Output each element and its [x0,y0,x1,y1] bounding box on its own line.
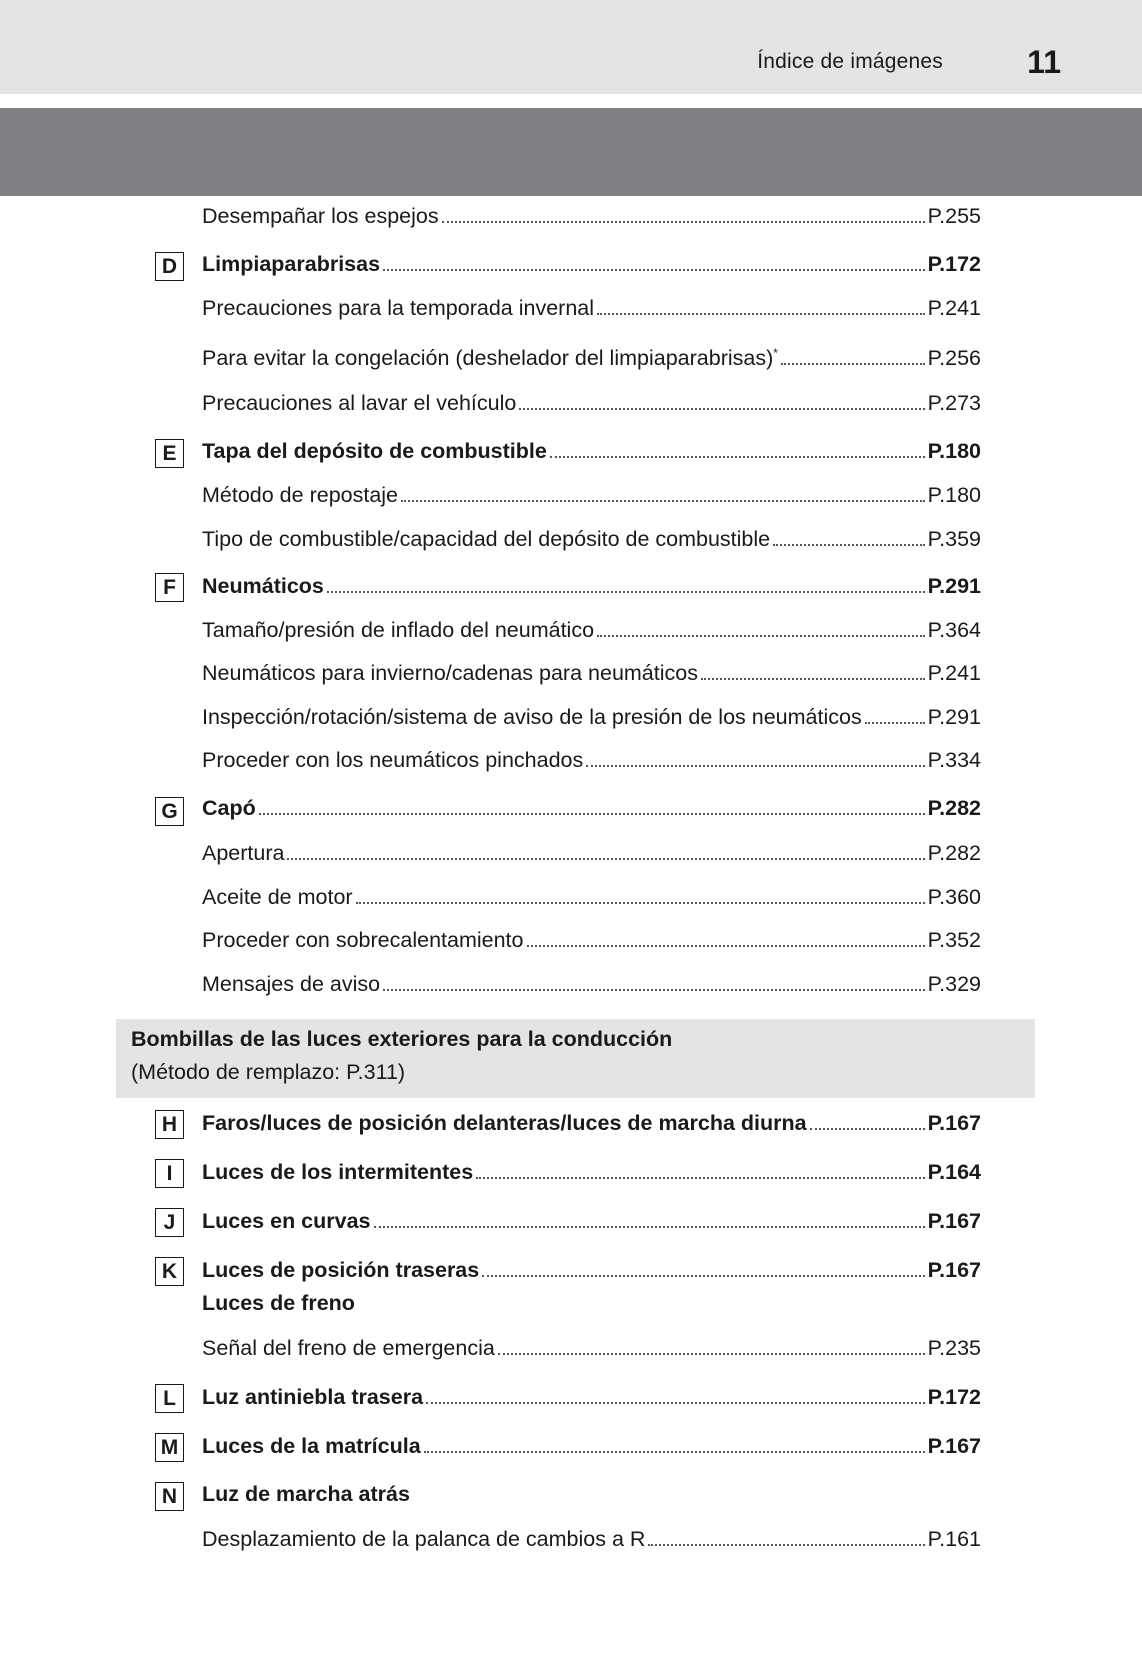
entry-text: Tamaño/presión de inflado del neumático [202,618,595,642]
index-letter-badge: J [155,1208,184,1237]
dot-leader [597,313,925,315]
index-entry[interactable] [202,295,981,321]
entry-text: Faros/luces de posición delanteras/luces de marcha diurna [202,1111,807,1135]
entry-page[interactable]: P.241 [927,296,981,320]
index-entry[interactable] [202,840,981,866]
entry-page[interactable]: P.180 [927,483,981,507]
dot-leader [482,1275,924,1277]
dot-leader [773,544,924,546]
entry-text: Desplazamiento de la palanca de cambios a R [202,1527,646,1551]
dot-leader [701,678,925,680]
index-entry[interactable] [202,795,981,821]
entry-page[interactable]: P.241 [927,661,981,685]
entry-page[interactable]: P.161 [927,1527,981,1551]
dot-leader [781,363,925,365]
entry-page[interactable]: P.167 [927,1434,981,1458]
index-letter-badge: M [155,1433,184,1462]
index-entry[interactable] [202,971,981,997]
footnote-mark: * [773,345,778,360]
entry-text: Aceite de motor [202,885,353,909]
entry-page[interactable]: P.256 [927,346,981,370]
dot-leader [810,1128,925,1130]
section-title: Índice de imágenes [757,50,943,73]
entry-page[interactable]: P.282 [927,841,981,865]
entry-text: Capó [202,796,256,820]
entry-text: Precauciones al lavar el vehículo [202,391,517,415]
entry-text: Neumáticos [202,574,324,598]
entry-page[interactable]: P.167 [927,1111,981,1135]
entry-page[interactable]: P.172 [927,1385,981,1409]
index-entry[interactable] [202,884,981,910]
index-entry[interactable] [202,1208,981,1234]
index-entry[interactable] [202,1384,981,1410]
dot-leader [356,902,925,904]
dot-leader [519,408,924,410]
index-letter-badge: E [155,439,184,468]
index-letter-badge: F [155,573,184,602]
dot-leader [383,269,925,271]
entry-page[interactable]: P.352 [927,928,981,952]
index-entry[interactable] [202,526,981,552]
entry-text: Para evitar la congelación (deshelador del limpiaparabrisas)* [202,345,778,370]
index-entry[interactable] [202,482,981,508]
index-letter-badge: D [155,252,184,281]
dot-leader [426,1402,925,1404]
entry-text: Precauciones para la temporada invernal [202,296,595,320]
header-gap [0,94,1142,108]
entry-text: Señal del freno de emergencia [202,1336,495,1360]
dot-leader [327,591,925,593]
entry-page[interactable]: P.235 [927,1336,981,1360]
entry-page[interactable]: P.291 [927,574,981,598]
entry-text: Luces de los intermitentes [202,1160,474,1184]
index-entry[interactable]: Luz de marcha atrás [202,1482,410,1506]
index-entry[interactable] [202,927,981,953]
index-entry[interactable] [202,203,981,229]
entry-text: Luces en curvas [202,1209,371,1233]
bulbs-section-title: Bombillas de las luces exteriores para la conducción [131,1027,673,1051]
entry-text: Neumáticos para invierno/cadenas para neumáticos [202,661,698,685]
entry-page[interactable]: P.164 [927,1160,981,1184]
entry-text: Proceder con sobrecalentamiento [202,928,524,952]
dot-leader [527,945,925,947]
dot-leader [597,635,925,637]
dot-leader [424,1451,925,1453]
entry-text: Tipo de combustible/capacidad del depósito de combustible [202,527,771,551]
entry-page[interactable]: P.334 [927,748,981,772]
entry-text: Luces de la matrícula [202,1434,421,1458]
dot-leader [374,1226,925,1228]
index-letter-badge: N [155,1482,184,1511]
entry-page[interactable]: P.282 [927,796,981,820]
bulbs-section-subtitle: (Método de remplazo: P.311) [131,1060,406,1084]
index-entry[interactable] [202,345,981,371]
entry-text: Apertura [202,841,285,865]
dot-leader [865,722,925,724]
entry-page[interactable]: P.291 [927,705,981,729]
entry-page[interactable]: P.360 [927,885,981,909]
entry-text: Limpiaparabrisas [202,252,381,276]
entry-text: Desempañar los espejos [202,204,439,228]
index-entry[interactable] [202,251,981,277]
entry-page[interactable]: P.172 [927,252,981,276]
index-entry[interactable] [202,1335,981,1361]
dot-leader [442,221,925,223]
entry-page[interactable]: P.364 [927,618,981,642]
entry-page[interactable]: P.167 [927,1258,981,1282]
dot-leader [287,858,924,860]
dot-leader [259,813,925,815]
entry-text: Método de repostaje [202,483,399,507]
entry-text: Mensajes de aviso [202,972,381,996]
entry-page[interactable]: P.273 [927,391,981,415]
entry-page[interactable]: P.329 [927,972,981,996]
index-letter-badge: L [155,1384,184,1413]
index-entry[interactable] [202,660,981,686]
entry-text: Proceder con los neumáticos pinchados [202,748,584,772]
index-entry[interactable] [202,573,981,599]
entry-page[interactable]: P.180 [927,439,981,463]
index-entry[interactable] [202,1110,981,1136]
entry-page[interactable]: P.255 [927,204,981,228]
index-entry[interactable] [202,704,981,730]
gray-banner [0,108,1142,196]
index-entry[interactable] [202,1526,981,1552]
index-letter-badge: I [155,1159,184,1188]
index-entry[interactable] [202,438,981,464]
entry-text: Tapa del depósito de combustible [202,439,547,463]
index-entry[interactable] [202,747,981,773]
entry-text: Inspección/rotación/sistema de aviso de la presión de los neumáticos [202,705,862,729]
index-entry[interactable] [202,390,981,416]
index-entry[interactable] [202,1433,981,1459]
index-letter-badge: H [155,1110,184,1139]
index-letter-badge: G [155,797,184,826]
dot-leader [648,1544,924,1546]
index-entry-continuation[interactable]: Luces de freno [202,1291,355,1315]
dot-leader [550,456,925,458]
dot-leader [383,989,925,991]
header-band [0,0,1142,94]
index-letter-badge: K [155,1257,184,1286]
dot-leader [498,1353,925,1355]
index-entry[interactable] [202,1257,981,1283]
entry-page[interactable]: P.359 [927,527,981,551]
dot-leader [401,500,925,502]
index-entry[interactable] [202,1159,981,1185]
dot-leader [586,765,924,767]
page-number: 11 [1027,44,1061,80]
entry-text: Luz antiniebla trasera [202,1385,424,1409]
entry-page[interactable]: P.167 [927,1209,981,1233]
dot-leader [476,1177,924,1179]
index-entry[interactable] [202,617,981,643]
entry-text: Luces de posición traseras [202,1258,480,1282]
